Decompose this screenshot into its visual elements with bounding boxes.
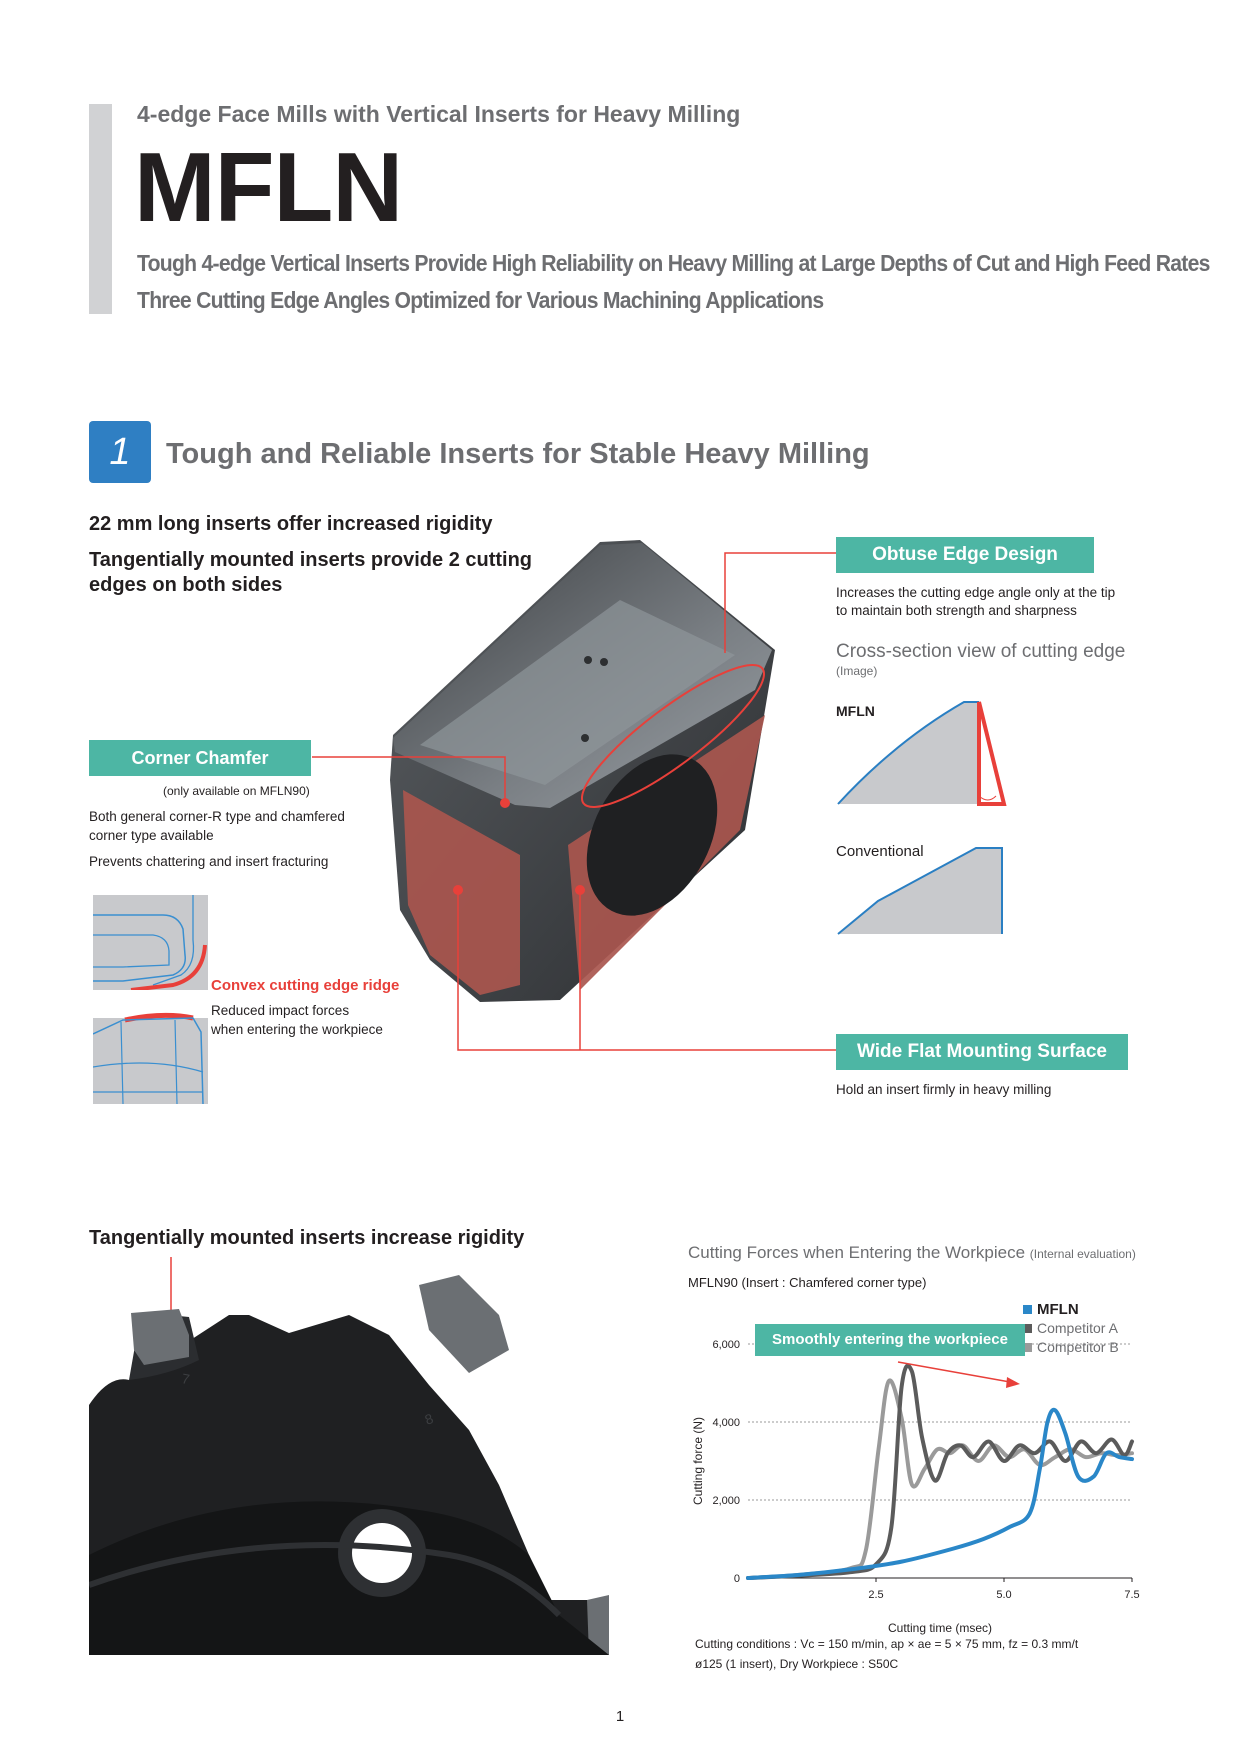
x-axis-label: Cutting time (msec): [887, 1621, 993, 1635]
section-number-badge: 1: [89, 421, 151, 483]
chart-title-text: Cutting Forces when Entering the Workpiece: [688, 1243, 1026, 1262]
convex-desc-a: Reduced impact forces: [211, 1003, 350, 1018]
corner-chamfer-desc-1a: Both general corner-R type and chamfered: [89, 809, 345, 824]
series-line-mfln: [748, 1410, 1132, 1578]
y-tick-label: 0: [733, 1573, 740, 1585]
corner-chamfer-label: Corner Chamfer: [89, 740, 311, 776]
page-subtitle: 4-edge Face Mills with Vertical Inserts for Heavy Milling: [137, 101, 741, 127]
tagline-1: Tough 4-edge Vertical Inserts Provide High Reliability on Heavy Milling at Large Depths of Cut and High Feed Rates: [137, 250, 1210, 276]
carbide-insert: [390, 540, 779, 1002]
cutting-conditions-2: ø125 (1 insert), Dry Workpiece : S50C: [695, 1657, 899, 1671]
conventional-profile-label: Conventional: [836, 843, 924, 860]
page-title: MFLN: [134, 132, 403, 242]
corner-chamfer-desc-1b: corner type available: [89, 828, 214, 843]
insert-right: [419, 1275, 509, 1373]
tagline-2: Three Cutting Edge Angles Optimized for Various Machining Applications: [137, 287, 824, 313]
callout-dot-right: [575, 885, 585, 895]
corner-thumbnail-bottom: [93, 1012, 208, 1104]
feature-line-1: 22 mm long inserts offer increased rigidity: [89, 513, 493, 535]
chart-title-note: (Internal evaluation): [1029, 1247, 1136, 1261]
mounting-surface-label: Wide Flat Mounting Surface: [836, 1034, 1128, 1070]
cutter-body-illustration: [89, 1255, 609, 1655]
mfln-profile-diagram: [836, 696, 1011, 808]
mfln-profile-label: MFLN: [836, 703, 875, 719]
cross-section-title: Cross-section view of cutting edge: [836, 641, 1126, 662]
x-tick-label: 2.5: [868, 1589, 884, 1601]
legend-label: Competitor B: [1037, 1339, 1119, 1355]
obtuse-edge-label: Obtuse Edge Design: [836, 537, 1094, 573]
feature-line-2b: edges on both sides: [89, 574, 283, 596]
cutting-conditions-1: Cutting conditions : Vc = 150 m/min, ap × ae = 5 × 75 mm, fz = 0.3 mm/t: [695, 1637, 1079, 1651]
obtuse-desc-a: Increases the cutting edge angle only at the tip: [836, 585, 1116, 600]
conventional-profile-diagram: [836, 846, 1006, 936]
y-tick-label: 4,000: [712, 1417, 740, 1429]
y-tick-label: 6,000: [712, 1339, 740, 1351]
x-tick-label: 5.0: [996, 1589, 1012, 1601]
cross-section-note: (Image): [836, 664, 878, 678]
legend-swatch: [1023, 1305, 1032, 1314]
corner-chamfer-note: (only available on MFLN90): [163, 784, 310, 798]
insert-top: [131, 1309, 189, 1365]
page-number: 1: [615, 1708, 625, 1725]
callout-dot-chamfer: [500, 798, 510, 808]
x-tick-label: 7.5: [1124, 1589, 1140, 1601]
insert-number-7: 7: [180, 1370, 191, 1388]
callout-dot-left: [453, 885, 463, 895]
chart-callout: Smoothly entering the workpiece: [755, 1324, 1025, 1356]
series-line-competitor-b: [748, 1380, 1132, 1578]
convex-desc-b: when entering the workpiece: [211, 1022, 383, 1037]
mounting-surface-desc: Hold an insert firmly in heavy milling: [836, 1082, 1052, 1097]
chart-title: [688, 1243, 1136, 1263]
convex-heading: Convex cutting edge ridge: [211, 977, 400, 994]
rigidity-heading: Tangentially mounted inserts increase rigidity: [89, 1227, 525, 1249]
corner-chamfer-desc-2: Prevents chattering and insert fracturing: [89, 854, 329, 869]
legend-label: Competitor A: [1037, 1320, 1118, 1336]
legend-label: MFLN: [1037, 1301, 1079, 1318]
insert-number-8: 8: [422, 1410, 436, 1428]
feature-line-2a: Tangentially mounted inserts provide 2 cutting: [89, 549, 533, 571]
callout-arrow-head: [1006, 1377, 1020, 1388]
section-title: Tough and Reliable Inserts for Stable Heavy Milling: [166, 438, 870, 470]
y-axis-label: Cutting force (N): [691, 1416, 705, 1506]
y-tick-label: 2,000: [712, 1495, 740, 1507]
obtuse-desc-b: to maintain both strength and sharpness: [836, 603, 1077, 618]
corner-thumbnail-top: [93, 895, 208, 990]
chart-subtitle: MFLN90 (Insert : Chamfered corner type): [688, 1275, 927, 1290]
